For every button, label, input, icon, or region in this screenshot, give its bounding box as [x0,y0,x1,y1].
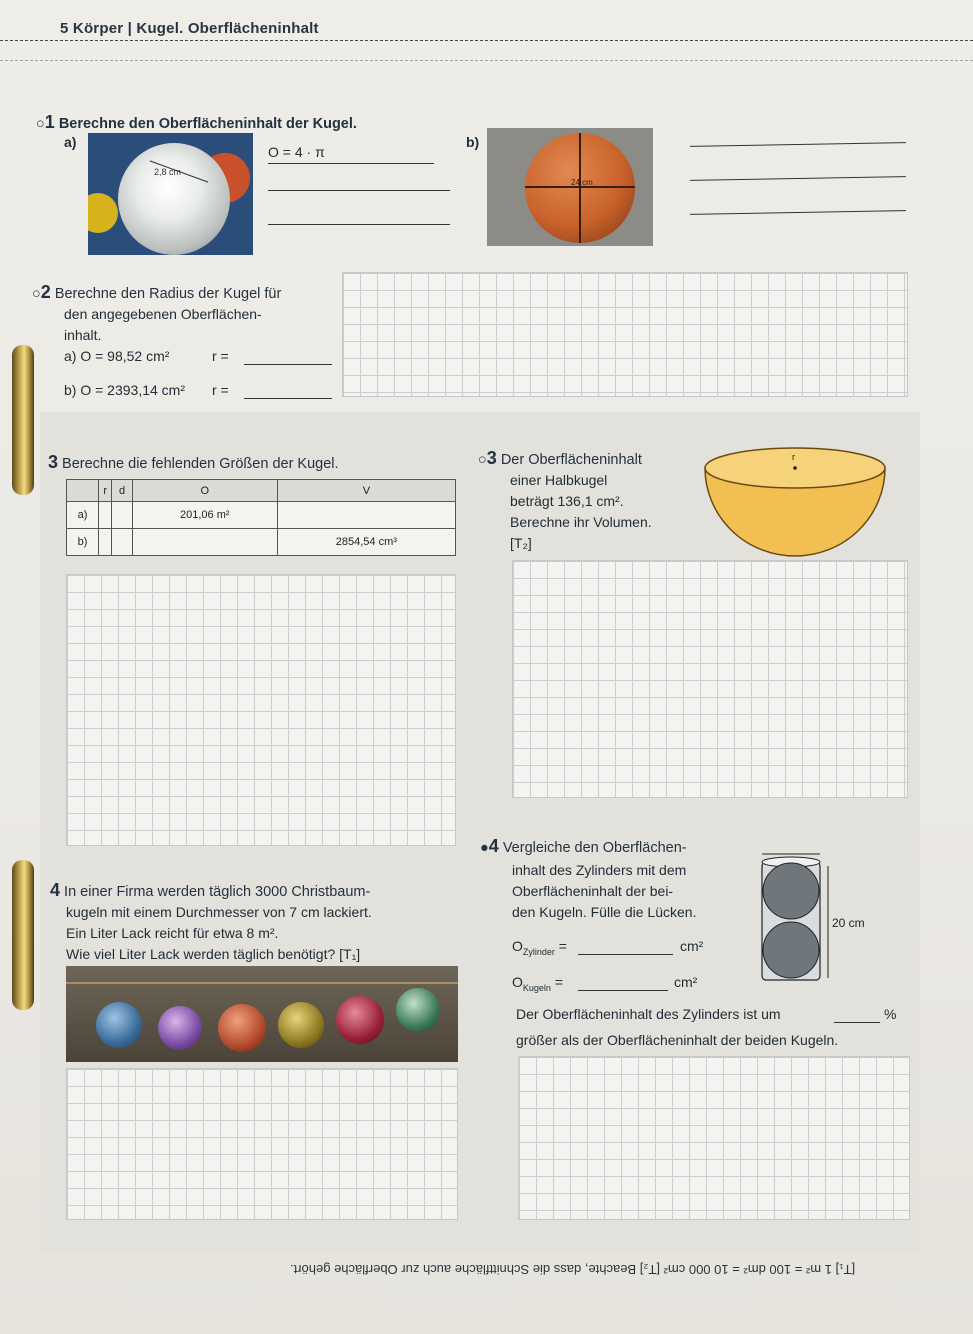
hemisphere-radius-label: r [792,452,795,462]
task4b-heading: ●4 Vergleiche den Oberflächen- [480,836,687,856]
ornament-purple [158,1006,202,1050]
task3b-grid[interactable] [512,560,908,798]
task3-header-o: O [132,480,277,502]
ornament-gold [278,1002,324,1048]
ornament-red [336,996,384,1044]
hemisphere-bowl-image [700,442,890,557]
task4b-o-zylinder: $O_{Zylinder}$ = [512,938,567,957]
task1-b-photo [487,128,653,246]
task4b-line3: Oberflächeninhalt der bei- [512,883,674,899]
task1-b-label: b) [466,134,480,150]
task4b-line4: den Kugeln. Fülle die Lücken. [512,904,697,920]
task3-row-b-d[interactable] [112,529,132,556]
task3-row-a-r[interactable] [99,502,112,529]
binder-ring-bottom [12,860,34,1010]
task3-header-v: V [277,480,455,502]
basketball-seam-vertical [579,133,581,243]
task4b-percent-sign: % [884,1006,897,1022]
task2-a-r-label: r = [212,348,229,364]
photo-bg-ball-yellow [88,193,118,233]
task3-row-a-label: a) [67,502,99,529]
task3-row-b-v: 2854,54 cm³ [277,529,455,556]
task3b-circle-icon: ○ [478,452,487,468]
task2-b-r-label: r = [212,382,229,398]
task2-a-answer-line[interactable] [244,364,332,365]
task3b-hint: [T₂] [510,535,532,551]
task1-a-answer-line-3[interactable] [268,224,450,225]
task4b-zylinder-unit: cm² [680,938,704,954]
ornaments-photo [66,966,458,1062]
task4-line4: Wie viel Liter Lack werden täglich benötigt? [T₁] [66,946,361,962]
task3b-line4: Berechne ihr Volumen. [510,514,652,530]
header-rule-secondary [0,60,973,61]
task2-line2: den angegebenen Oberflächen- [64,306,262,322]
task1-heading: ○1 Berechne den Oberflächeninhalt der Kugel. [36,112,357,132]
task4-line2: kugeln mit einem Durchmesser von 7 cm lackiert. [66,904,372,920]
task3-header-d: d [112,480,132,502]
task3-row-b-label: b) [67,529,99,556]
page-title: 5 Körper | Kugel. Oberflächeninhalt [60,20,319,37]
task4b-kugeln-unit: cm² [674,974,698,990]
task2-a: a) O = 98,52 cm² [64,348,170,364]
task4-heading: 4 In einer Firma werden täglich 3000 Christbaum- [50,880,371,900]
task3-row-b-o[interactable] [132,529,277,556]
task3-row-a-v[interactable] [277,502,455,529]
ornament-blue [96,1002,142,1048]
task1-b-answer-line-1[interactable] [690,142,906,147]
task3b-heading: ○3 Der Oberflächeninhalt [478,448,642,468]
task2-b-answer-line[interactable] [244,398,332,399]
white-sphere [118,143,230,255]
task4-grid[interactable] [66,1068,458,1220]
table-row [67,502,456,529]
task3-header-r: r [99,480,112,502]
task2-b: b) O = 2393,14 cm² [64,382,186,398]
task4b-percent-blank[interactable] [834,1022,880,1023]
task3-table [66,479,456,556]
task4-line3: Ein Liter Lack reicht für etwa 8 m². [66,925,279,941]
task4b-o-kugeln: $O_{Kugeln}$ = [512,974,563,993]
task3b-line3: beträgt 136,1 cm². [510,493,624,509]
task4b-dot-icon: ● [480,840,489,856]
task4b-grid[interactable] [518,1056,910,1220]
task2-circle-icon: ○ [32,286,41,302]
task3-row-a-o: 201,06 m² [132,502,277,529]
task4b-line2: inhalt des Zylinders mit dem [512,862,687,878]
task3-table-header [67,480,456,502]
ornament-string [66,982,458,984]
header-rule [0,40,973,41]
task3b-line2: einer Halbkugel [510,472,608,488]
table-row [67,529,456,556]
binder-ring-top [12,345,34,495]
task2-line3: inhalt. [64,327,102,343]
task4b-sentence2: größer als der Oberflächeninhalt der beiden Kugeln. [516,1032,839,1048]
task3-header-blank [67,480,99,502]
task4b-kugeln-blank[interactable] [578,990,668,991]
task2-grid[interactable] [342,272,908,397]
task1-b-measure: 24 cm [571,178,593,187]
task1-a-photo [88,133,253,255]
task1-a-label: a) [64,134,77,150]
task3-row-b-r[interactable] [99,529,112,556]
task4b-zylinder-blank[interactable] [578,954,673,955]
task1-a-measure: 2,8 cm [154,167,182,177]
task3-row-a-d[interactable] [112,502,132,529]
footer-hints: [T₁] 1 m² = 100 dm² = 10 000 cm² [T₂] Beachte, dass die Schnittfläche auch zur Oberfläche gehört. [290,1262,856,1277]
task1-circle-icon: ○ [36,116,45,132]
task2-heading: ○2 Berechne den Radius der Kugel für [32,282,282,302]
ornament-copper [218,1004,266,1052]
ornament-green [396,988,440,1032]
task1-a-formula: O = 4 · π [268,142,434,164]
cylinder-height-label: 20 cm [832,916,865,930]
task3-grid[interactable] [66,574,456,846]
task1-a-answer-line-2[interactable] [268,190,450,191]
task3-heading: 3 Berechne die fehlenden Größen der Kugel. [48,452,339,472]
task1-b-answer-line-3[interactable] [690,210,906,215]
task1-b-answer-line-2[interactable] [690,176,906,181]
task4b-sentence1: Der Oberflächeninhalt des Zylinders ist um [516,1006,781,1022]
